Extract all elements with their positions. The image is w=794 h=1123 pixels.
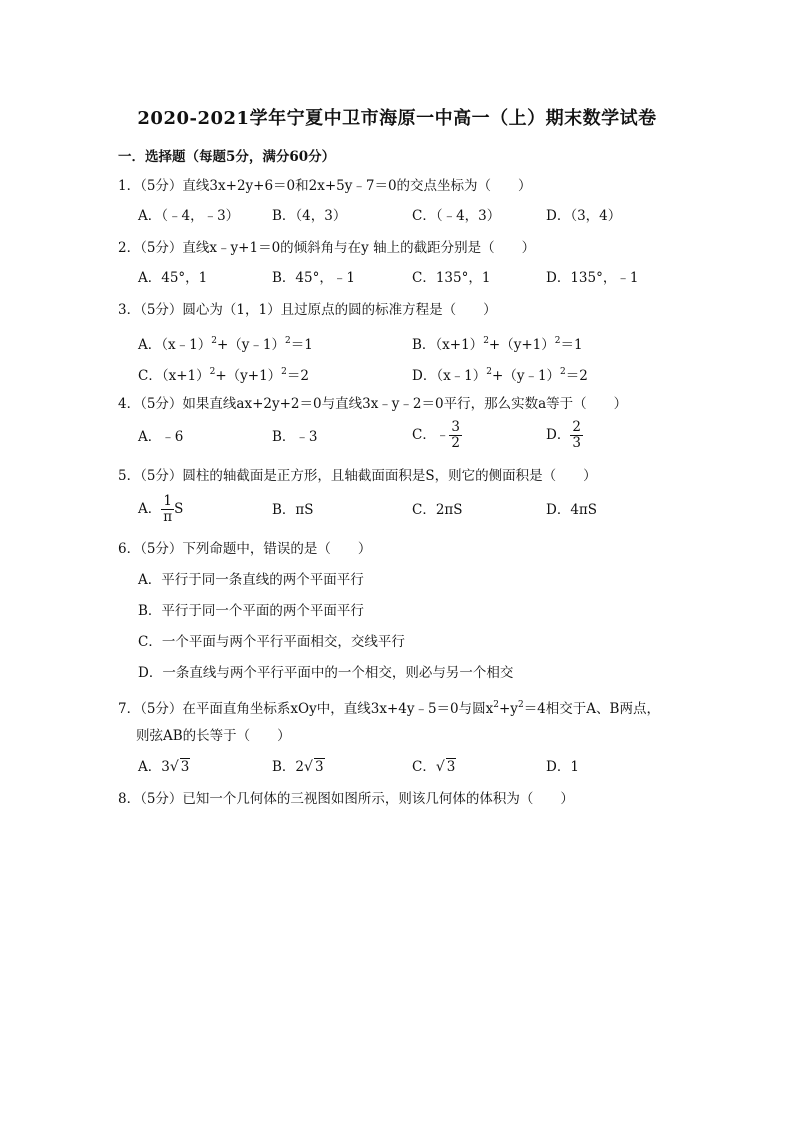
question-4-option-b: B．﹣3: [272, 429, 318, 445]
exponent: 2: [211, 336, 217, 346]
question-4-option-c: [412, 420, 462, 451]
question-5-option-d: D．4πS: [546, 502, 598, 518]
question-7-option-a: [138, 757, 190, 777]
question-1-stem: 1．（5分）直线3x+2y+6＝0和2x+5y﹣7＝0的交点坐标为（ ）: [118, 178, 532, 194]
option-c-part3: ＝2: [286, 368, 309, 384]
stem-part1: 7．（5分）在平面直角坐标系xOy中，直线3x+4y﹣5＝0与圆x: [118, 701, 494, 717]
question-2-option-a: A．45°，1: [138, 270, 208, 286]
question-5-stem: 5．（5分）圆柱的轴截面是正方形，且轴截面面积是S，则它的侧面积是（ ）: [118, 468, 597, 484]
option-b-part2: +（y+1）: [488, 337, 555, 353]
fraction-numerator: 2: [572, 419, 581, 435]
question-7-option-c: [412, 757, 456, 777]
option-a-part1: A．（x﹣1）: [138, 337, 212, 353]
option-d-part3: ＝2: [565, 368, 588, 384]
exponent: 2: [493, 700, 499, 710]
option-b-part1: B．（x+1）: [412, 337, 484, 353]
question-3-option-c: [138, 362, 309, 386]
question-2-stem: 2．（5分）直线x﹣y+1＝0的倾斜角与在y 轴上的截距分别是（ ）: [118, 240, 536, 256]
question-1-option-b: B．（4，3）: [272, 208, 347, 224]
option-d-part1: D．（x﹣1）: [412, 368, 487, 384]
option-a-part2: +（y﹣1）: [216, 337, 285, 353]
option-c-part2: +（y+1）: [215, 368, 282, 384]
exponent: 2: [560, 367, 566, 377]
fraction: [449, 420, 462, 451]
question-6-option-d: D．一条直线与两个平行平面中的一个相交，则必与另一个相交: [138, 665, 514, 681]
radical-sign-icon: √: [435, 759, 445, 775]
option-c-label: C．: [412, 759, 436, 775]
option-a-part3: ＝1: [290, 337, 313, 353]
question-8-stem: 8．（5分）已知一个几何体的三视图如图所示，则该几何体的体积为（ ）: [118, 791, 574, 807]
fraction-denominator: π: [163, 509, 173, 525]
question-7-option-d: D．1: [546, 759, 579, 775]
exponent: 2: [554, 336, 561, 346]
question-5-option-b: B．πS: [272, 502, 314, 518]
option-d-part2: +（y﹣1）: [492, 368, 561, 384]
stem-part2: +y: [499, 701, 518, 717]
question-5-option-a: [138, 494, 183, 525]
question-7-stem-continued: 则弦AB的长等于（ ）: [136, 728, 291, 744]
question-2-option-c: C．135°，1: [412, 270, 491, 286]
exponent: 2: [486, 367, 493, 377]
question-7-stem: [118, 695, 660, 719]
stem-part3: ＝4相交于A、B两点，: [523, 701, 660, 717]
option-a-label: A．: [138, 501, 162, 517]
question-1-option-d: D．（3，4）: [546, 208, 622, 224]
fraction-numerator: 1: [161, 494, 174, 510]
option-b-label: B．2: [272, 759, 305, 775]
option-c-part1: C．（x+1）: [138, 368, 210, 384]
question-4-option-a: A．﹣6: [138, 429, 184, 445]
question-3-option-a: [138, 331, 313, 355]
question-4-option-d: [546, 420, 583, 451]
question-3-option-d: [412, 362, 588, 386]
exponent: 2: [281, 367, 287, 377]
fraction-denominator: 2: [451, 435, 460, 451]
exponent: 2: [284, 336, 291, 346]
fraction-numerator: 3: [451, 419, 460, 435]
option-b-part3: ＝1: [560, 337, 583, 353]
minus-sign: ﹣: [435, 427, 450, 443]
question-1-option-c: C．（﹣4，3）: [412, 208, 501, 224]
exponent: 2: [483, 336, 489, 346]
exponent: 2: [517, 700, 524, 710]
section-heading: 一．选择题（每题5分，满分60分）: [118, 149, 336, 165]
question-6-option-b: B．平行于同一个平面的两个平面平行: [138, 603, 364, 619]
option-a-tail: S: [174, 501, 184, 517]
radicand: 3: [180, 759, 190, 775]
fraction: [161, 494, 174, 525]
radicand: 3: [314, 759, 324, 775]
option-d-label: D．: [546, 427, 571, 443]
radicand: 3: [446, 759, 456, 775]
fraction: [570, 420, 583, 451]
radical-sign-icon: √: [304, 759, 313, 775]
question-1-option-a: A．（﹣4，﹣3）: [138, 208, 240, 224]
question-6-option-a: A．平行于同一条直线的两个平面平行: [138, 572, 364, 588]
question-3-stem: 3．（5分）圆心为（1，1）且过原点的圆的标准方程是（ ）: [118, 302, 497, 318]
question-2-option-d: D．135°，﹣1: [546, 270, 639, 286]
question-6-stem: 6．（5分）下列命题中，错误的是（ ）: [118, 541, 372, 557]
exam-title: 2020-2021学年宁夏中卫市海原一中高一（上）期末数学试卷: [137, 108, 657, 129]
question-5-option-c: C．2πS: [412, 502, 463, 518]
question-4-stem: 4．（5分）如果直线ax+2y+2＝0与直线3x﹣y﹣2＝0平行，那么实数a等于（ ）: [118, 396, 628, 412]
exponent: 2: [209, 367, 216, 377]
question-3-option-b: [412, 331, 583, 355]
fraction-denominator: 3: [572, 435, 581, 451]
question-7-option-b: [272, 757, 325, 777]
option-a-label: A．3: [138, 759, 170, 775]
question-6-option-c: C．一个平面与两个平行平面相交，交线平行: [138, 634, 405, 650]
option-c-label: C．: [412, 427, 436, 443]
question-2-option-b: B．45°，﹣1: [272, 270, 355, 286]
radical-sign-icon: √: [169, 759, 179, 775]
